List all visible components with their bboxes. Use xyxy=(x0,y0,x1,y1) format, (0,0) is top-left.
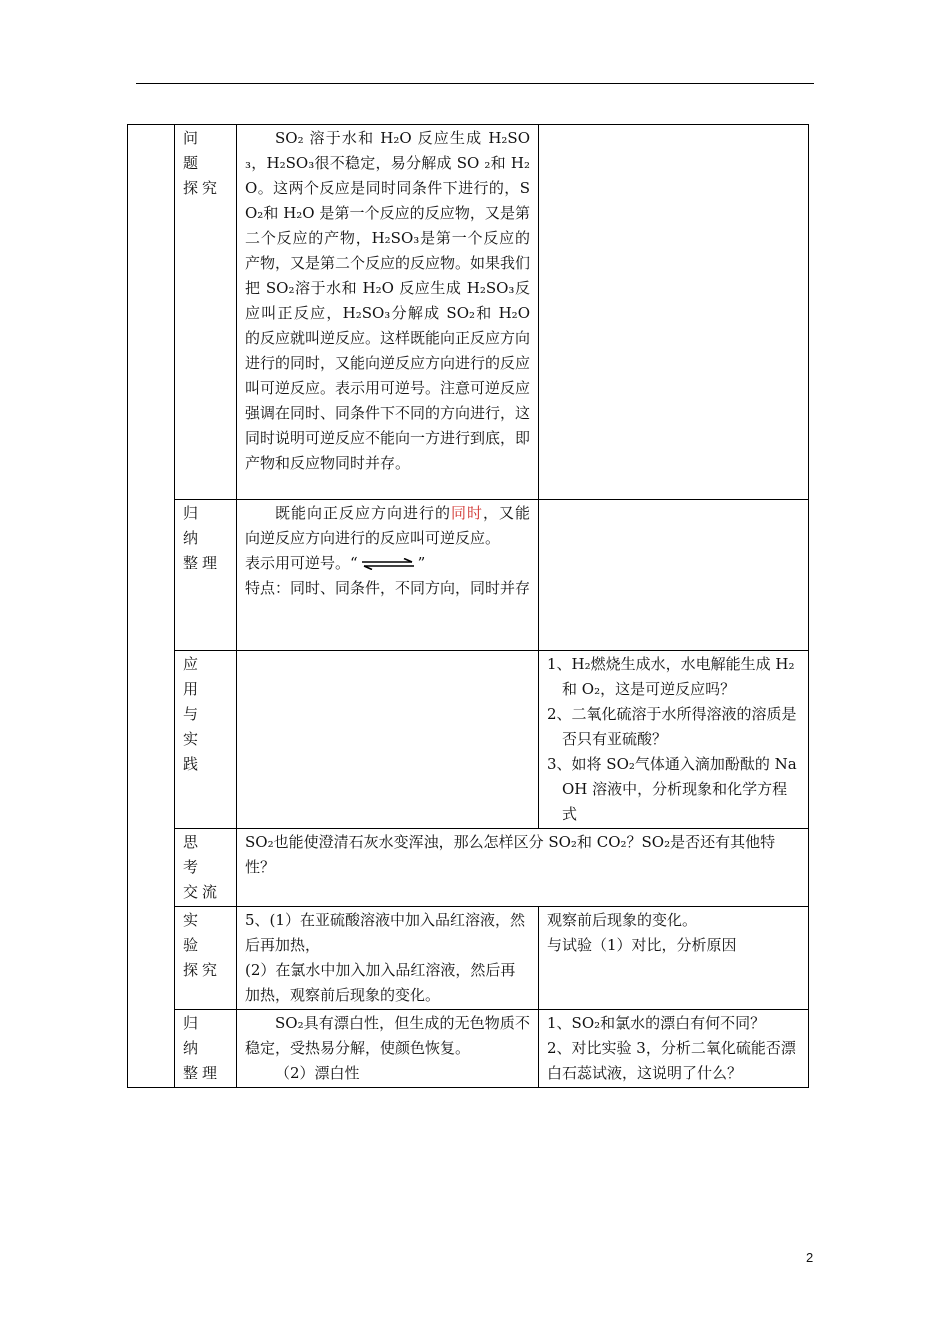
table-row xyxy=(128,651,809,829)
feature-text: 特点：同时、同条件，不同方向，同时并存 xyxy=(245,579,531,597)
list-item: 3、如将 SO₂气体通入滴加酚酞的 NaOH 溶液中，分析现象和化学方程式 xyxy=(547,755,797,823)
teacher-activity-cell xyxy=(237,1010,539,1088)
list-item: 1、SO₂和氯水的漂白有何不同？ xyxy=(547,1014,766,1032)
stage-label: 实 验 探究 xyxy=(175,907,237,1010)
stage-label: 归 纳 整理 xyxy=(175,1010,237,1088)
lesson-table xyxy=(127,124,809,1088)
experiment-step: 5、(1）在亚硫酸溶液中加入品红溶液，然后再加热， xyxy=(245,911,525,954)
summary-subheading: （2）漂白性 xyxy=(275,1064,360,1082)
table-row xyxy=(128,125,809,500)
student-activity-cell xyxy=(539,125,809,500)
student-activity-cell xyxy=(539,651,809,829)
page-number: 2 xyxy=(806,1250,814,1265)
teacher-activity-cell xyxy=(237,907,539,1010)
student-task: 观察前后现象的变化。 xyxy=(547,911,698,929)
list-item: 2、二氧化硫溶于水所得溶液的溶质是否只有亚硫酸？ xyxy=(547,705,797,748)
header-rule xyxy=(136,83,814,84)
student-activity-cell xyxy=(539,907,809,1010)
table-row xyxy=(128,907,809,1010)
discussion-cell: SO₂也能使澄清石灰水变浑浊，那么怎样区分 SO₂和 CO₂？SO₂是否还有其他特性？ xyxy=(237,829,809,907)
table-row xyxy=(128,829,809,907)
summary-text: SO₂具有漂白性，但生成的无色物质不稳定，受热易分解，使颜色恢复。 xyxy=(245,1014,530,1057)
student-activity-cell xyxy=(539,1010,809,1088)
reversible-arrow-icon xyxy=(360,558,416,570)
teacher-activity-cell: SO₂ 溶于水和 H₂O 反应生成 H₂SO₃，H₂SO₃很不稳定，易分解成 SO ₂和 H₂O。这两个反应是同时同条件下进行的，SO₂和 H₂O 是第一个反应的反应物，又是第二个反应的产物，H₂SO₃是第一个反应的产物，又是第二个反应的反应物。如果我们把 SO₂溶于水和 H₂O 反应生成 H₂SO₃反应叫正反应，H₂SO₃分解成 SO₂和 H₂O 的反应就叫逆反应。这样既能向正反应方向进行的同时，又能向逆反应方向进行的反应叫可逆反应。表示用可逆号。注意可逆反应强调在同时、同条件下不同的方向进行，这同时说明可逆反应不能向一方进行到底，即产物和反应物同时并存。 xyxy=(237,125,539,500)
student-activity-cell xyxy=(539,500,809,651)
experiment-step: (2）在氯水中加入加入品红溶液，然后再加热，观察前后现象的变化。 xyxy=(245,961,516,1004)
table-row xyxy=(128,500,809,651)
list-item: 2、对比实验 3，分析二氧化硫能否漂白石蕊试液，这说明了什么？ xyxy=(547,1039,796,1082)
reversible-symbol-line: 表示用可逆号。“ ” xyxy=(245,554,426,572)
student-task: 与试验（1）对比，分析原因 xyxy=(547,936,737,954)
stage-label: 应 用 与 实 践 xyxy=(175,651,237,829)
stage-label: 归 纳 整理 xyxy=(175,500,237,651)
stage-label: 问 题 探究 xyxy=(175,125,237,500)
table-row xyxy=(128,1010,809,1088)
teacher-activity-cell xyxy=(237,500,539,651)
highlight-term: 同时 xyxy=(450,504,483,522)
list-item: 1、H₂燃烧生成水，水电解能生成 H₂和 O₂，这是可逆反应吗？ xyxy=(547,655,795,698)
definition-text: 既能向正反应方向进行的同时，又能向逆反应方向进行的反应叫可逆反应。 xyxy=(245,504,530,547)
stage-label: 思 考 交流 xyxy=(175,829,237,907)
blank-left-column xyxy=(128,125,175,1088)
teacher-activity-cell xyxy=(237,651,539,829)
